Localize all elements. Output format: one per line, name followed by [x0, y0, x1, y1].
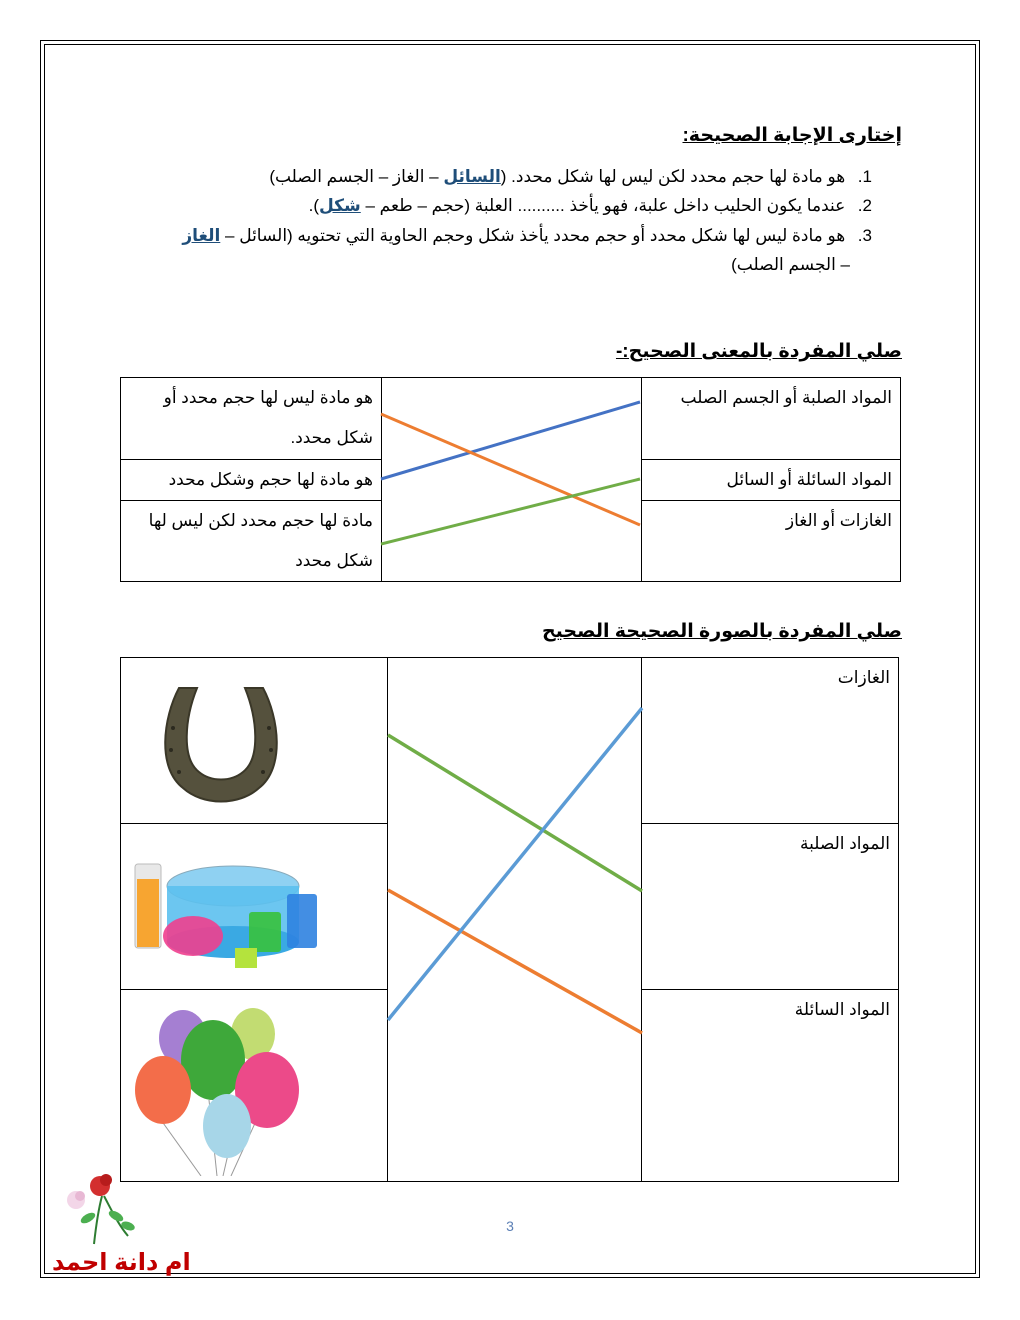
- picture-right-cell-1: الغازات: [642, 658, 899, 824]
- question-3: [182, 226, 872, 246]
- picture-match-table: [120, 657, 899, 1182]
- meaning-right-cell-3: الغازات أو الغاز: [642, 501, 901, 582]
- balloons-image: [121, 990, 387, 1176]
- question-1: [269, 167, 872, 187]
- meaning-connect-area: [382, 378, 642, 582]
- question-1-answer: السائل: [443, 167, 501, 186]
- colored-liquids-image: [121, 824, 387, 984]
- question-1-text: هو مادة لها حجم محدد لكن ليس لها شكل محدد. (: [500, 167, 846, 186]
- meaning-left-cell-2: هو مادة لها حجم وشكل محدد: [121, 460, 382, 501]
- horseshoe-image: [121, 658, 387, 818]
- question-1-options: – الغاز – الجسم الصلب): [269, 167, 444, 186]
- picture-cell-liquids: [121, 824, 388, 990]
- question-2-number: 2.: [857, 196, 872, 215]
- question-3-number: 3.: [857, 226, 872, 245]
- question-3-text: هو مادة ليس لها شكل محدد أو حجم محدد يأخذ شكل وحجم الحاوية التي تحتويه (السائل –: [220, 226, 846, 245]
- question-2-options: ).: [308, 196, 319, 215]
- question-2-text: عندما يكون الحليب داخل علبة، فهو يأخذ .......... العلبة (حجم – طعم –: [360, 196, 846, 215]
- meaning-left-cell-1: هو مادة ليس لها حجم محدد أو شكل محدد.: [121, 378, 382, 460]
- logo-text: ام دانة احمد: [52, 1249, 191, 1276]
- picture-cell-horseshoe: [121, 658, 388, 824]
- rose-logo-icon: [58, 1166, 148, 1246]
- picture-connect-area: [388, 658, 642, 1182]
- picture-cell-balloons: [121, 990, 388, 1182]
- question-3-answer: الغاز: [182, 226, 221, 245]
- section1-heading: إختارى الإجابة الصحيحة:: [682, 125, 902, 146]
- section2-heading: صلي المفردة بالمعنى الصحيح:-: [615, 341, 902, 362]
- question-2: [309, 196, 872, 216]
- meaning-right-cell-1: المواد الصلبة أو الجسم الصلب: [642, 378, 901, 460]
- question-1-number: 1.: [857, 167, 872, 186]
- meaning-right-cell-2: المواد السائلة أو السائل: [642, 460, 901, 501]
- section3-heading: صلي المفردة بالصورة الصحيحة الصحيح: [541, 621, 902, 642]
- picture-right-cell-3: المواد السائلة: [642, 990, 899, 1182]
- question-2-answer: شكل: [319, 196, 361, 215]
- page-number: 3: [506, 1218, 514, 1234]
- meaning-match-table: [120, 377, 901, 582]
- meaning-left-cell-3: مادة لها حجم محدد لكن ليس لها شكل محدد: [121, 501, 382, 582]
- question-3-line2: – الجسم الصلب): [731, 255, 850, 274]
- picture-right-cell-2: المواد الصلبة: [642, 824, 899, 990]
